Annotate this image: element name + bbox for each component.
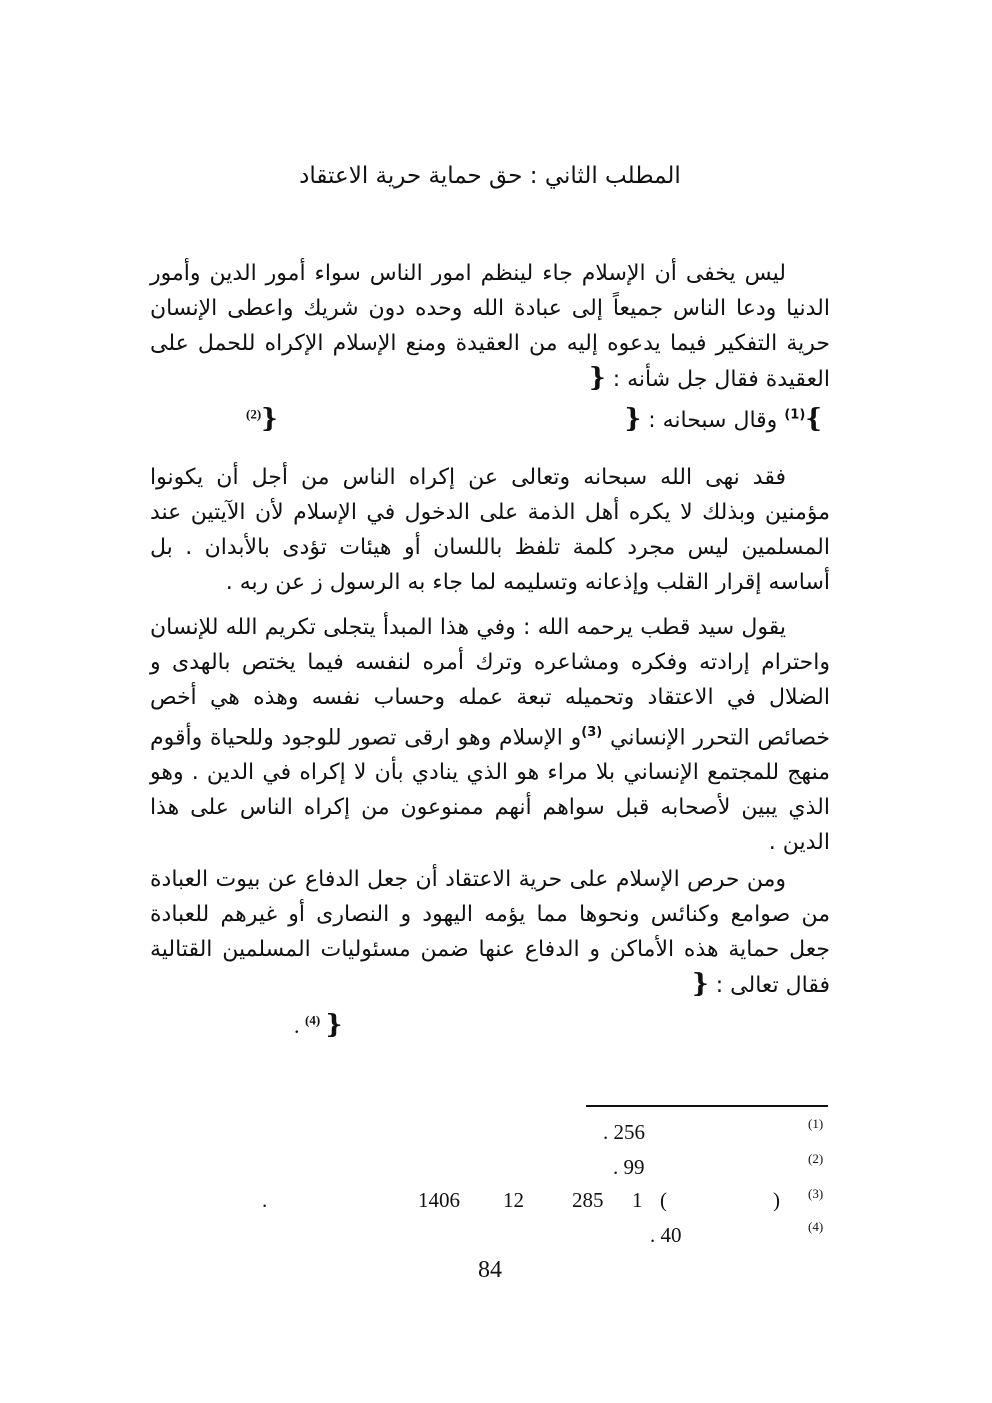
verse-line-left [246, 404, 278, 434]
verse-line-text: وقال سبحانه : [648, 408, 778, 433]
footnote-3-edition: 12 [503, 1188, 524, 1212]
footnote-number-1: (1) [808, 1116, 824, 1131]
footnote-3-paren-open: ( [660, 1188, 667, 1212]
footnote-3-paren-close: ) [773, 1188, 780, 1212]
footnote-3-page: 285 [572, 1188, 604, 1212]
paragraph-3-text-b: و الإسلام وهو ارقى تصور للوجود وللحياة وأقوم منهج للمجتمع الإنساني بلا مراء هو الذي ينادي بأن لا إكراه في الدين . وهو الذي يبين لأصحابه قبل سواهم أنهم ممنوعون من إكراه الناس على هذا الدين . [150, 725, 830, 856]
verse-open-brace-3: { [692, 969, 709, 999]
verse-line-right [624, 404, 822, 434]
footnote-separator [586, 1105, 828, 1107]
page-number: 84 [478, 1257, 502, 1283]
footnote-ref-1: (1) [784, 407, 806, 423]
footnote-number-4: (4) [808, 1219, 824, 1234]
paragraph-2 [150, 460, 830, 600]
footnote-ref-2: (2) [246, 406, 262, 422]
verse-close-brace: } [805, 404, 822, 434]
paragraph-2-text: فقد نهى الله سبحانه وتعالى عن إكراه الناس من أجل أن يكونوا مؤمنين وبذلك لا يكره أهل الذمة على الدخول في الإسلام لأن الآيتين عند المسلمين ليس مجرد كلمة تلفظ باللسان أو هيئات تؤدى بالأبدان . بل أساسه إقرار القلب وإذعانه وتسليمه لما جاء به الرسول ز عن ربه . [150, 465, 830, 595]
section-title: المطلب الثاني : حق حماية حرية الاعتقاد [299, 163, 681, 189]
footnote-ref-3: (3) [581, 725, 603, 740]
paragraph-1-text: ليس يخفى أن الإسلام جاء لينظم امور الناس سواء أمور الدين وأمور الدنيا ودعا الناس جميعاً إلى عبادة الله وحده دون شريك واعطى الإنسان حرية التفكير فيما يدعوه إليه من العقيدة ومنع الإسلام الإكراه للحمل على العقيدة فقال جل شأنه : [150, 261, 830, 392]
verse-close-brace-3: } [325, 1010, 343, 1040]
paragraph-4-text: ومن حرص الإسلام على حرية الاعتقاد أن جعل الدفاع عن بيوت العبادة من صوامع وكنائس ونحوها مما يؤمه اليهود و النصارى أو غيرهم للعبادة جعل حماية هذه الأماكن و الدفاع عنها ضمن مسئوليات المسلمين القتالية فقال تعالى : [150, 867, 830, 998]
paragraph-3 [150, 610, 830, 860]
paragraph-3-text-a: يقول سيد قطب يرحمه الله : وفي هذا المبدأ يتجلى تكريم الله للإنسان واحترام إرادته وفكره ومشاعره وترك أمره لنفسه فيما يختص بالهدى و الضلال في الاعتقاد وتحميله تبعة عمله وحساب نفسه وهذه هي أخص خصائص التحرر الإنساني [150, 615, 831, 751]
closing-line [294, 1010, 342, 1040]
paragraph-4 [150, 862, 830, 1003]
footnote-text-1: . 256 [603, 1120, 645, 1144]
verse-open-brace-2: { [624, 404, 642, 434]
paragraph-1 [150, 256, 830, 397]
footnote-3-volume: 1 [632, 1188, 643, 1212]
footnote-3-dot: . [262, 1188, 268, 1212]
footnote-ref-4: (4) [305, 1012, 321, 1028]
closing-dot: . [294, 1013, 300, 1038]
footnote-number-2: (2) [808, 1151, 824, 1166]
verse-close-brace-2: } [261, 404, 278, 434]
footnote-number-3: (3) [808, 1186, 824, 1201]
footnote-3-year: 1406 [418, 1188, 460, 1212]
footnote-text-4: . 40 [650, 1223, 682, 1247]
verse-open-brace: { [588, 363, 606, 393]
footnote-text-2: . 99 [613, 1155, 645, 1179]
